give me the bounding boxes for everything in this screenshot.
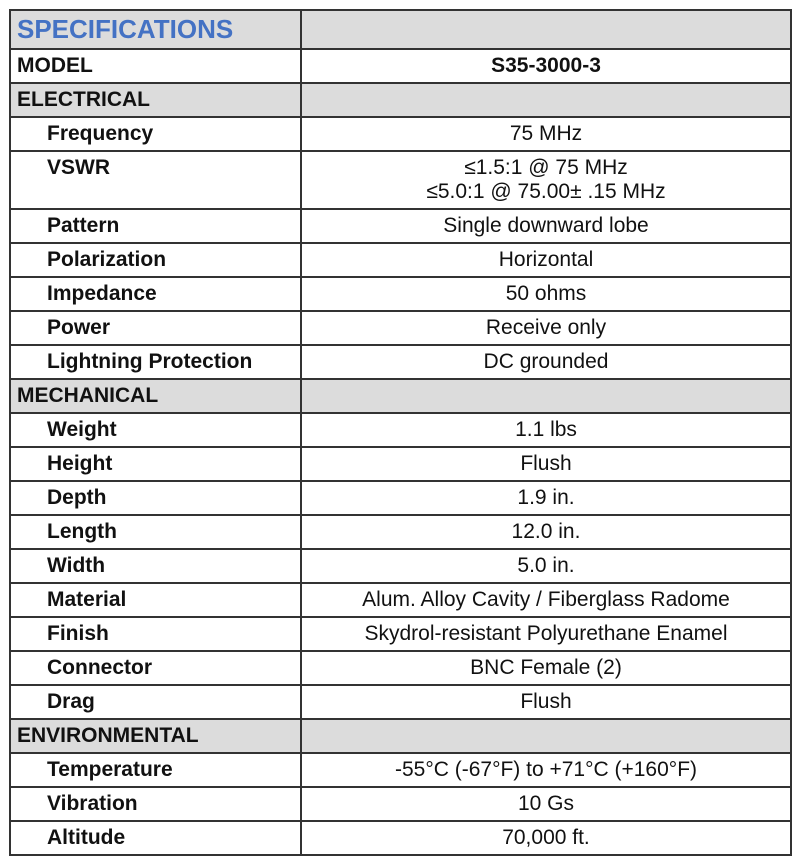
spec-row-drag (10, 685, 791, 719)
spec-row-polarization (10, 243, 791, 277)
spec-value: BNC Female (2) (301, 651, 791, 685)
spec-label: Length (10, 515, 301, 549)
spec-label: VSWR (10, 151, 301, 209)
model-value: S35-3000-3 (301, 49, 791, 83)
spec-value: Receive only (301, 311, 791, 345)
section-heading: ENVIRONMENTAL (10, 719, 301, 753)
spec-row-weight (10, 413, 791, 447)
spec-row-impedance (10, 277, 791, 311)
spec-label: Frequency (10, 117, 301, 151)
spec-value: Single downward lobe (301, 209, 791, 243)
spec-label: Material (10, 583, 301, 617)
spec-value-line: ≤1.5:1 @ 75 MHz (464, 156, 628, 179)
spec-value: 1.1 lbs (301, 413, 791, 447)
spec-row-vswr (10, 151, 791, 209)
spec-value: Horizontal (301, 243, 791, 277)
spec-label: Polarization (10, 243, 301, 277)
spec-label: Altitude (10, 821, 301, 855)
spec-label: Impedance (10, 277, 301, 311)
spec-row-temperature (10, 753, 791, 787)
spec-label: Height (10, 447, 301, 481)
spec-value: 12.0 in. (301, 515, 791, 549)
spec-row-width (10, 549, 791, 583)
title-text: SPECIFICATIONS (17, 14, 234, 44)
spec-label: Finish (10, 617, 301, 651)
section-empty-cell (301, 83, 791, 117)
spec-label: Lightning Protection (10, 345, 301, 379)
specifications-table (9, 9, 792, 856)
section-mechanical (10, 379, 791, 413)
spec-label: Temperature (10, 753, 301, 787)
spec-value: Skydrol-resistant Polyurethane Enamel (301, 617, 791, 651)
model-row (10, 49, 791, 83)
spec-value: 1.9 in. (301, 481, 791, 515)
spec-value-line: ≤5.0:1 @ 75.00± .15 MHz (426, 180, 666, 203)
spec-value: DC grounded (301, 345, 791, 379)
spec-row-vibration (10, 787, 791, 821)
spec-label: Drag (10, 685, 301, 719)
spec-value: Alum. Alloy Cavity / Fiberglass Radome (301, 583, 791, 617)
spec-label: Width (10, 549, 301, 583)
spec-label: Weight (10, 413, 301, 447)
spec-label: Depth (10, 481, 301, 515)
section-electrical (10, 83, 791, 117)
spec-row-finish (10, 617, 791, 651)
section-empty-cell (301, 379, 791, 413)
spec-row-height (10, 447, 791, 481)
spec-value: 50 ohms (301, 277, 791, 311)
section-heading: MECHANICAL (10, 379, 301, 413)
spec-row-power (10, 311, 791, 345)
spec-value: Flush (301, 447, 791, 481)
title-empty-cell (301, 10, 791, 49)
spec-row-depth (10, 481, 791, 515)
spec-value: 10 Gs (301, 787, 791, 821)
section-empty-cell (301, 719, 791, 753)
spec-row-connector (10, 651, 791, 685)
spec-row-frequency (10, 117, 791, 151)
section-environmental (10, 719, 791, 753)
spec-value: 70,000 ft. (301, 821, 791, 855)
spec-label: Power (10, 311, 301, 345)
title-row (10, 10, 791, 49)
spec-value: 75 MHz (301, 117, 791, 151)
spec-label: Connector (10, 651, 301, 685)
spec-value: Flush (301, 685, 791, 719)
table-title (10, 10, 301, 49)
spec-row-material (10, 583, 791, 617)
section-heading: ELECTRICAL (10, 83, 301, 117)
spec-row-length (10, 515, 791, 549)
spec-value: -55°C (-67°F) to +71°C (+160°F) (301, 753, 791, 787)
spec-label: Pattern (10, 209, 301, 243)
spec-row-lightning-protection (10, 345, 791, 379)
spec-value (301, 151, 791, 209)
spec-row-pattern (10, 209, 791, 243)
model-label: MODEL (10, 49, 301, 83)
spec-value: 5.0 in. (301, 549, 791, 583)
spec-label: Vibration (10, 787, 301, 821)
